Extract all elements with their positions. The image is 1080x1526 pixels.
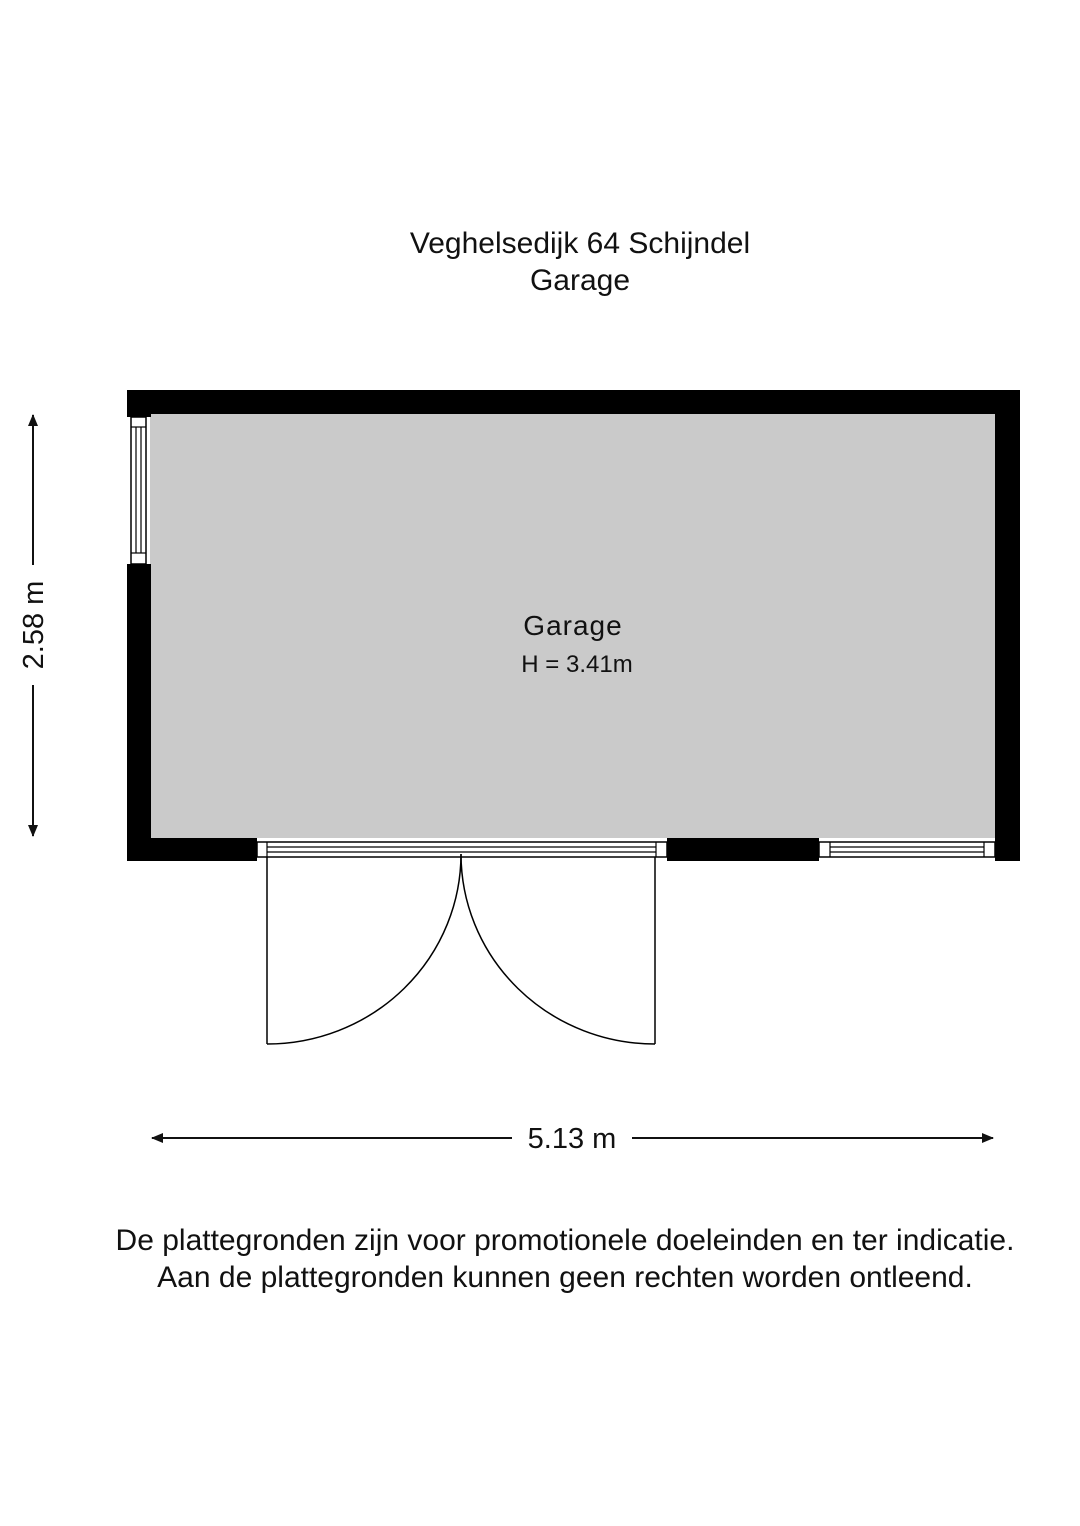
disclaimer-line-1: De plattegronden zijn voor promotionele doeleinden en ter indicatie. — [115, 1224, 1015, 1257]
width-dimension-label: 5.13 m — [512, 1122, 632, 1156]
plan-title-floor: Garage — [529, 264, 631, 297]
left-window — [131, 417, 146, 564]
wall-bottom-left — [127, 838, 257, 861]
door-swing-right — [461, 854, 655, 1044]
bottom-right-window — [819, 842, 995, 857]
double-door — [257, 842, 667, 1044]
plan-title-address: Veghelsedijk 64 Schijndel — [409, 227, 751, 260]
disclaimer-line-2: Aan de plattegronden kunnen geen rechten worden ontleend. — [157, 1261, 973, 1294]
wall-bottom-middle — [667, 838, 819, 861]
depth-dimension-label: 2.58 m — [17, 565, 51, 685]
room-label: Garage — [523, 610, 623, 641]
wall-left-upper — [127, 390, 151, 417]
wall-left-lower — [127, 564, 151, 861]
wall-right — [995, 390, 1020, 861]
door-swing-left — [267, 854, 461, 1044]
room-height-label: H = 3.41m — [521, 651, 633, 678]
wall-top — [127, 390, 1020, 414]
